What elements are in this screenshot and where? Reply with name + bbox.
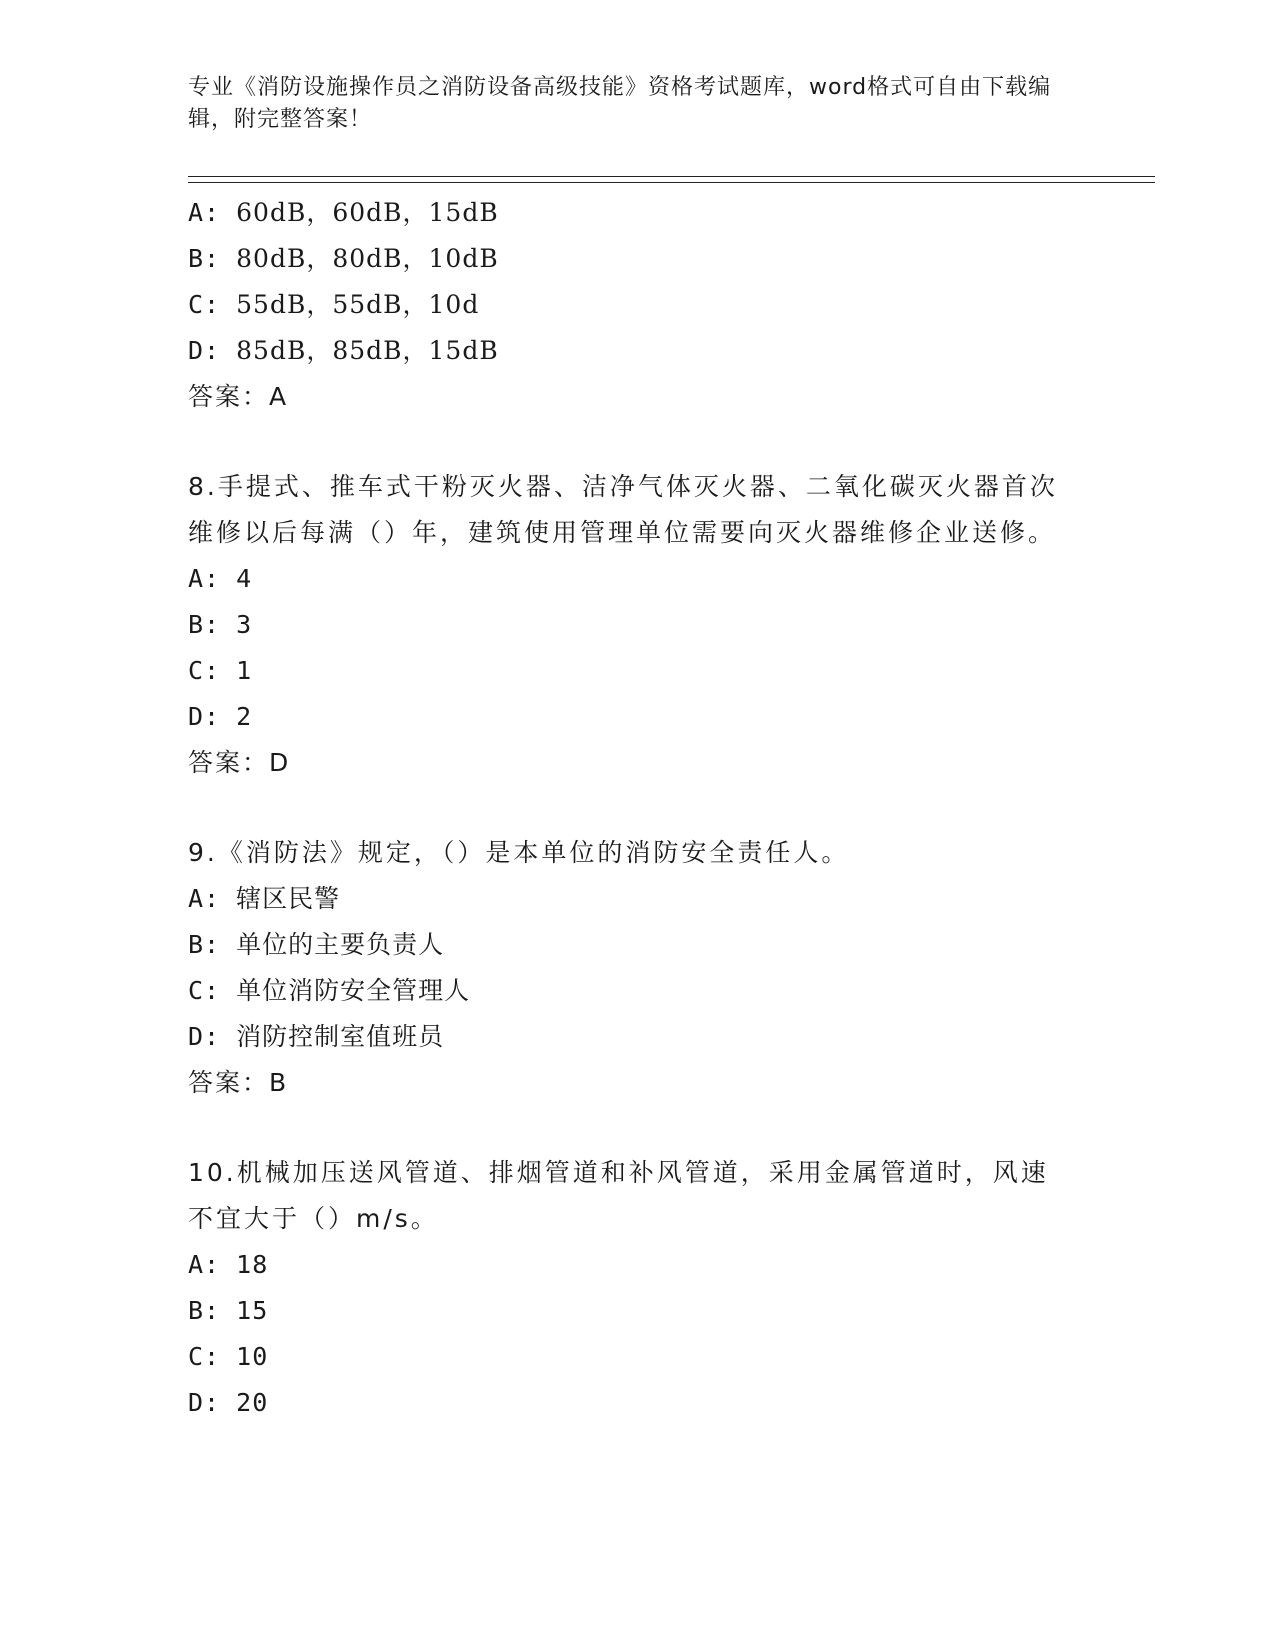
question-list xyxy=(188,190,1088,1426)
option-a: A: 18 xyxy=(188,1250,269,1279)
answer-value: D xyxy=(269,748,289,777)
question-stem: 8.手提式、推车式干粉灭火器、洁净气体灭火器、二氧化碳灭火器首次维修以后每满（）年，建筑使用管理单位需要向灭火器维修企业送修。 xyxy=(188,472,1058,547)
option-c: C: 1 xyxy=(188,656,253,685)
option-d: D: 2 xyxy=(188,702,253,731)
option-d: D: 20 xyxy=(188,1388,269,1417)
document-header: 专业《消防设施操作员之消防设备高级技能》资格考试题库，word格式可自由下载编辑，附完整答案！ xyxy=(188,75,1052,132)
question-9 xyxy=(188,830,1088,1106)
answer-line: 答案：A xyxy=(188,382,287,411)
option-b: B: 80dB，80dB，10dB xyxy=(188,244,499,273)
option-b: B: 15 xyxy=(188,1296,269,1325)
option-c: C: 10 xyxy=(188,1342,269,1371)
answer-value: B xyxy=(269,1068,287,1097)
option-d: D: 消防控制室值班员 xyxy=(188,1022,445,1051)
option-d: D: 85dB，85dB，15dB xyxy=(188,336,499,365)
answer-line: 答案：D xyxy=(188,748,289,777)
header-divider-bottom xyxy=(188,182,1155,183)
answer-line: 答案：B xyxy=(188,1068,287,1097)
header-divider-top xyxy=(188,176,1155,177)
option-b: B: 单位的主要负责人 xyxy=(188,930,445,959)
question-10 xyxy=(188,1150,1088,1426)
question-stem: 10.机械加压送风管道、排烟管道和补风管道，采用金属管道时，风速不宜大于（）m/s。 xyxy=(188,1158,1049,1233)
option-a: A: 辖区民警 xyxy=(188,884,341,913)
option-c: C: 55dB，55dB，10d xyxy=(188,290,480,319)
option-a: A: 4 xyxy=(188,564,253,593)
option-a: A: 60dB，60dB，15dB xyxy=(188,198,499,227)
option-c: C: 单位消防安全管理人 xyxy=(188,976,471,1005)
question-stem: 9.《消防法》规定，（）是本单位的消防安全责任人。 xyxy=(188,838,850,867)
question-8 xyxy=(188,464,1088,786)
option-b: B: 3 xyxy=(188,610,253,639)
question-7 xyxy=(188,190,1088,420)
answer-value: A xyxy=(269,382,287,411)
